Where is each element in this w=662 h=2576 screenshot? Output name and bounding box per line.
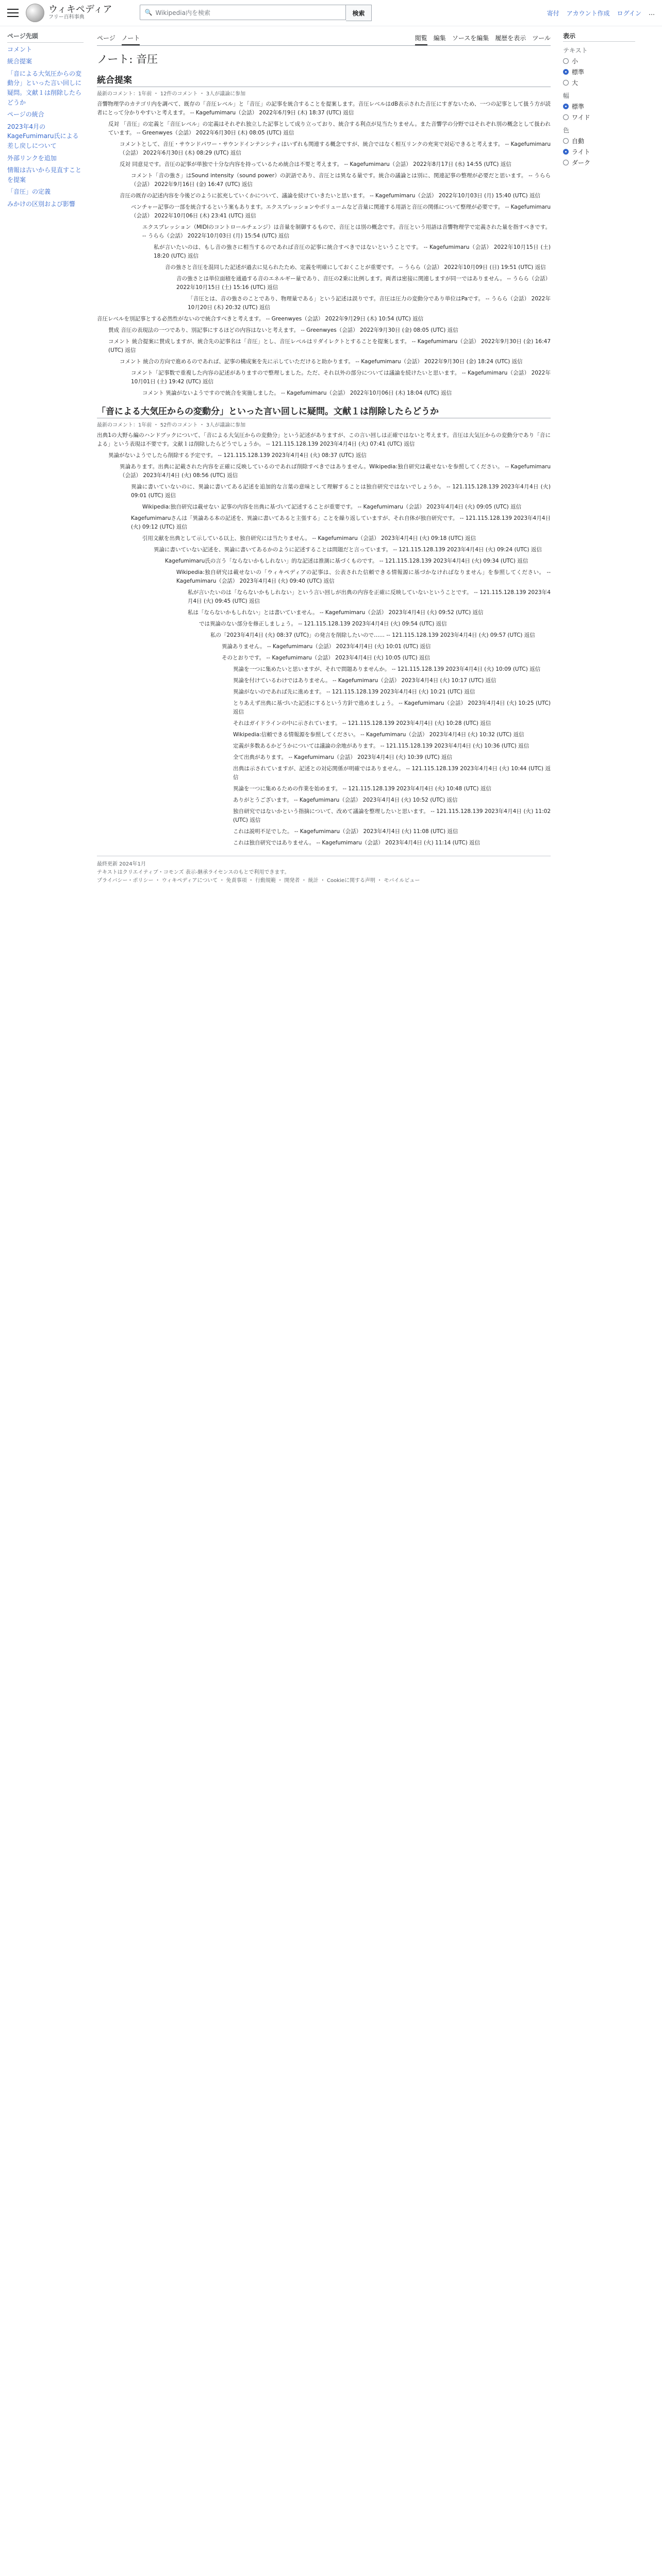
page-title: ノート: 音圧 [97, 53, 158, 65]
text-size-label: テキスト [563, 47, 588, 54]
discussion-comment: 異論を一つに集めるための作業を始めます。 -- 121.115.128.139 2023年4月4日 (火) 10:48 (UTC) 返信 [233, 786, 491, 792]
user-link-login[interactable]: ログイン [617, 9, 641, 17]
footer-line: プライバシー・ポリシー ・ ウィキペディアについて ・ 免責事項 ・ 行動規範 ・ 開発者 ・ 統計 ・ Cookieに関する声明 ・ モバイルビュー [97, 878, 420, 884]
discussion-comment: 私の「2023年4月4日 (火) 08:37 (UTC)」の発言を削除したいので…… -- 121.115.128.139 2023年4月4日 (火) 09:57 (UTC) 返信 [210, 632, 535, 638]
discussion-comment: Wikipedia:信頼できる情報源を参照してください。 -- Kagefumimaru（会話） 2023年4月4日 (火) 10:32 (UTC) 返信 [233, 732, 524, 738]
discussion-comment: 全て出典があります。 -- Kagefumimaru（会話） 2023年4月4日 (火) 10:39 (UTC) 返信 [233, 754, 453, 760]
discussion-comment: コメント 統合の方向で進めるのであれば、記事の構成案を先に示していただけると助かります。 -- Kagefumimaru（会話） 2022年9月30日 (金) 18:24 (UTC) 返信 [120, 359, 523, 365]
footer-line: 最終更新 2024年1月 [97, 861, 146, 867]
page-footer [97, 856, 551, 885]
discussion-comment: Wikipedia:独自研究は載せないの「ウィキペディアの記事は、公表された信頼できる情報源に基づかなければなりません」を参照してください。 -- Kagefumimaru（会話） 2023年4月4日 (火) 09:40 (UTC) 返信 [176, 569, 551, 584]
tab-edit-source[interactable]: ソースを編集 [452, 35, 489, 42]
discussion-comment: 反対 同意見です。音圧の記事が単独で十分な内容を持っているため統合は不要と考えます。 -- Kagefumimaru（会話） 2022年8月17日 (水) 14:55 (UTC) 返信 [120, 161, 511, 167]
discussion-comment: それはガイドラインの中に示されています。 -- 121.115.128.139 2023年4月4日 (火) 10:28 (UTC) 返信 [233, 720, 491, 726]
discussion-comment: コメント 統合提案に賛成しますが、統合先の記事名は「音圧」とし、音圧レベルはリダイレクトとすることを提案します。 -- Kagefumimaru（会話） 2022年9月30日 (金) 16:47 (UTC) 返信 [108, 338, 551, 353]
width-standard-option[interactable]: 標準 [563, 102, 635, 111]
search-form [140, 5, 371, 21]
tab-history[interactable]: 履歴を表示 [495, 35, 526, 42]
discussion-comment: コメント「音の強さ」はSound intensity（sound power）の訳語であり、音圧とは異なる量です。統合の議論とは別に、関連記事の整理が必要だと思います。 -- うらら（会話） 2022年9月16日 (金) 16:47 (UTC) 返信 [131, 173, 551, 188]
discussion-comment: 音響物理学のカテゴリ内を調べて、既存の「音圧レベル」と「音圧」の記事を統合することを提案します。音圧レベルはdB表示された音圧にすぎないため、一つの記事として扱う方が読者にとって分かりやすいと考えます。 -- Kagefumimaru（会話） 2022年6月9日 (木) 18:37 (UTC) 返信 [97, 101, 551, 116]
discussion-comment: 異論を一つに集めたいと思いますが、それで問題ありませんか。 -- 121.115.128.139 2023年4月4日 (火) 10:09 (UTC) 返信 [233, 666, 541, 672]
discussion-comment: Wikipedia:独自研究は載せない 記事の内容を出典に基づいて記述することが重要です。 -- Kagefumimaru（会話） 2023年4月4日 (火) 09:05 (UTC) 返信 [142, 504, 522, 510]
discussion-comment: 異論がないのであれば先に進めます。 -- 121.115.128.139 2023年4月4日 (火) 10:21 (UTC) 返信 [233, 689, 475, 695]
text-size-small-option[interactable]: 小 [563, 57, 635, 65]
search-button[interactable]: 検索 [346, 5, 371, 21]
logo-title: ウィキペディア [48, 4, 112, 15]
color-light-option[interactable]: ライト [563, 147, 635, 156]
toc-title: ページ先頭 [7, 31, 84, 43]
discussion-comment: 賛成 音圧の表現法の一つであり、別記事にするほどの内容はないと考えます。 -- Greenwyes（会話） 2022年9月30日 (金) 08:05 (UTC) 返信 [108, 327, 458, 333]
message-thread [97, 100, 551, 398]
color-label: 色 [563, 127, 570, 134]
footer-line: テキストはクリエイティブ・コモンズ 表示-継承ライセンスのもとで利用できます。 [97, 870, 290, 875]
section-meta: 最新のコメント：1年前 ・ 52件のコメント ・ 3人が議論に参加 [97, 422, 246, 428]
discussion-comment: 出典1の大野ら編のハンドブックについて、「音による大気圧からの変動分」という記述がありますが、この言い回しは正確ではないと考えます。音圧は大気圧からの変動分であり「音による」という表現は不要です。文献１は削除したらどうでしょうか。 -- 121.115.128.139 2023年4月4日 (火) 07:41 (UTC) 返信 [97, 432, 551, 447]
discussion-comment: 独自研究ではないかという指摘について、改めて議論を整理したいと思います。 -- 121.115.128.139 2023年4月4日 (火) 11:02 (UTC) 返信 [233, 808, 551, 823]
site-logo[interactable] [26, 4, 112, 22]
table-of-contents [0, 26, 88, 885]
discussion-comment: 異論あります。出典に記載された内容を正確に反映しているのであれば削除すべきではありません。Wikipedia:独自研究は載せないを参照してください。 -- Kagefumimaru（会話） 2023年4月4日 (火) 08:56 (UTC) 返信 [120, 464, 551, 479]
discussion-comment: 出典は示されていますが、記述との対応関係が明確ではありません。 -- 121.115.128.139 2023年4月4日 (火) 10:44 (UTC) 返信 [233, 766, 551, 781]
discussion-comment: 異論を付けているわけではありません。 -- Kagefumimaru（会話） 2023年4月4日 (火) 10:17 (UTC) 返信 [233, 677, 496, 684]
toc-item[interactable]: 「音による大気圧からの変動分」といった言い回しに疑問。文献１は削除したらどうか [7, 70, 82, 106]
logo-subtitle: フリー百科事典 [48, 14, 85, 21]
discussion-comment: Kagefumimaru氏の言う「ならないかもしれない」的な記述は推測に基づくものです。 -- 121.115.128.139 2023年4月4日 (火) 09:34 (UTC) 返信 [165, 558, 528, 564]
tab-tools[interactable]: ツール [532, 35, 551, 42]
main-menu-icon[interactable] [7, 9, 19, 17]
discussion-comment: 引用文献を出典として示している以上、独自研究には当たりません。 -- Kagefumimaru（会話） 2023年4月4日 (火) 09:18 (UTC) 返信 [142, 535, 476, 541]
discussion-comment: 「音圧とは、音の強さのことであり、物理量である」という記述は誤りです。音圧は圧力の変動分であり単位はPaです。 -- うらら（会話） 2022年10月20日 (木) 20:32 (UTC) 返信 [188, 296, 551, 311]
search-icon: 🔍 [144, 9, 153, 16]
text-size-large-option[interactable]: 大 [563, 78, 635, 87]
discussion-comment: 私は「ならないかもしれない」とは書いていません。 -- Kagefumimaru（会話） 2023年4月4日 (火) 09:52 (UTC) 返信 [188, 609, 484, 616]
search-input[interactable] [140, 5, 346, 20]
text-size-standard-option[interactable]: 標準 [563, 67, 635, 76]
discussion-comment: 音圧レベルを別記事とする必然性がないので統合すべきと考えます。 -- Greenwyes（会話） 2022年9月29日 (木) 10:54 (UTC) 返信 [97, 316, 424, 322]
appearance-title: 表示 [563, 31, 635, 42]
page-tabs [97, 26, 551, 46]
discussion-comment: エクスプレッション（MIDIのコントロールチェンジ）は音量を制御するもので、音圧とは別の概念です。音圧という用語は音響物理学で定義された量を指すべきです。 -- うらら（会話） 2022年10月03日 (月) 15:54 (UTC) 返信 [142, 224, 551, 239]
toc-item[interactable]: ページの統合 [7, 111, 44, 118]
wikipedia-globe-icon [26, 4, 44, 22]
discussion-comment: コメントとして、音圧・サウンドパワー・サウンドインテンシティはいずれも関連する概念ですが、統合ではなく相互リンクの充実で対応できると考えます。 -- Kagefumimaru（会話） 2022年6月30日 (木) 08:29 (UTC) 返信 [120, 141, 551, 156]
toc-item[interactable]: 統合提案 [7, 58, 32, 65]
discussion-comment: 定義が多数あるかどうかについては議論の余地があります。 -- 121.115.128.139 2023年4月4日 (火) 10:36 (UTC) 返信 [233, 743, 529, 749]
tab-page[interactable]: ページ [97, 35, 115, 42]
site-header [0, 0, 662, 26]
discussion-comment: 異論がないようでしたら削除する予定です。 -- 121.115.128.139 2023年4月4日 (火) 08:37 (UTC) 返信 [108, 452, 367, 459]
discussion-comment: ありがとうございます。 -- Kagefumimaru（会話） 2023年4月4日 (火) 10:52 (UTC) 返信 [233, 797, 458, 803]
width-wide-option[interactable]: ワイド [563, 113, 635, 122]
discussion-comment: では異論のない部分を修正しましょう。 -- 121.115.128.139 2023年4月4日 (火) 09:54 (UTC) 返信 [199, 621, 447, 627]
discussion-comment: とりあえず出典に基づいた記述にするという方針で進めましょう。 -- Kagefumimaru（会話） 2023年4月4日 (火) 10:25 (UTC) 返信 [233, 700, 551, 715]
section-heading: 統合提案 [97, 73, 551, 87]
toc-item[interactable]: 2023年4月のKageFumimaru氏による差し戻しについて [7, 123, 79, 149]
user-links [547, 9, 655, 18]
color-dark-option[interactable]: ダーク [563, 158, 635, 167]
discussion-comment: そのとおりです。 -- Kagefumimaru（会話） 2023年4月4日 (火) 10:05 (UTC) 返信 [222, 655, 431, 661]
discussion-comment: 音の強さと音圧を混同した記述が過去に見られたため、定義を明確にしておくことが重要です。 -- うらら（会話） 2022年10月09日 (日) 19:51 (UTC) 返信 [165, 264, 546, 270]
tab-read[interactable]: 閲覧 [415, 31, 427, 45]
discussion-comment: これは独自研究ではありません。 -- Kagefumimaru（会話） 2023年4月4日 (火) 11:14 (UTC) 返信 [233, 840, 481, 846]
discussion-comment: 反対 「音圧」の定義と「音圧レベル」の定義はそれぞれ独立した記事として成り立っており、統合する利点が見当たりません。また音響学の分野ではそれぞれ別の概念として扱われています。 -- Greenwyes（会話） 2022年6月30日 (木) 08:05 (UTC) 返信 [108, 121, 551, 136]
toc-item[interactable]: 情報は古いから見直すことを提案 [7, 166, 82, 183]
tab-edit[interactable]: 編集 [433, 35, 446, 42]
section-meta: 最新のコメント：1年前 ・ 12件のコメント ・ 3人が議論に参加 [97, 91, 246, 97]
discussion-comment: 異論に書いていない記述を、異論に書いてあるかのように記述することは問題だと言っています。 -- 121.115.128.139 2023年4月4日 (火) 09:24 (UTC) 返信 [154, 547, 542, 553]
section-heading: 「音による大気圧からの変動分」といった言い回しに疑問。文献１は削除したらどうか [97, 404, 551, 418]
toc-item[interactable]: 「音圧」の定義 [7, 188, 51, 196]
discussion-comment: 異論ありません。 -- Kagefumimaru（会話） 2023年4月4日 (火) 10:01 (UTC) 返信 [222, 643, 431, 650]
discussion-comment: コメント「記事数で重複した内容の記述がありますので整理しました。ただ、それ以外の部分については議論を続けたいと思います。 -- Kagefumimaru（会話） 2022年10月01日 (土) 19:42 (UTC) 返信 [131, 370, 551, 385]
toc-item[interactable]: コメント [7, 45, 32, 53]
discussion-comment: 異論に書いていないのに、異論に書いてある記述を追加的な言葉の意味として理解することは独自研究ではないでしょうか。 -- 121.115.128.139 2023年4月4日 (火) 09:01 (UTC) 返信 [131, 484, 551, 499]
main-content [88, 26, 558, 885]
discussion-comment: 音の強さとは単位面積を通過する音のエネルギー量であり、音圧の2乗に比例します。両者は密接に関連しますが同一ではありません。 -- うらら（会話） 2022年10月15日 (土) 15:16 (UTC) 返信 [176, 276, 551, 291]
more-options-icon[interactable]: … [649, 9, 655, 16]
discussion-comment: 音圧の既存の記述内容を今後どのように拡充していくかについて、議論を続けていきたいと思います。 -- Kagefumimaru（会話） 2022年10月03日 (月) 15:40 (UTC) 返信 [120, 193, 540, 199]
message-thread [97, 431, 551, 848]
color-auto-option[interactable]: 自動 [563, 137, 635, 145]
toc-item[interactable]: 外部リンクを追加 [7, 154, 57, 162]
user-link-donate[interactable]: 寄付 [547, 9, 559, 17]
appearance-panel [558, 26, 642, 885]
toc-item[interactable]: みかけの区別および影響 [7, 200, 76, 208]
discussion-comment: 私が言いたいのは、もし音の強さに相当するのであれば音圧の記事に統合すべきではないということです。 -- Kagefumimaru（会話） 2022年10月15日 (土) 18:20 (UTC) 返信 [154, 244, 551, 259]
discussion-comment: 私が言いたいのは「ならないかもしれない」という言い回しが出典の内容を正確に反映していないということです。 -- 121.115.128.139 2023年4月4日 (火) 09:45 (UTC) 返信 [188, 589, 551, 604]
width-label: 幅 [563, 92, 570, 99]
tab-talk[interactable]: ノート [122, 31, 140, 45]
discussion-comment: Kagefumimaruさんは「異論ある本の記述を、異論に書いてあると主張する」ことを繰り返していますが、それ自体が独自研究です。 -- 121.115.128.139 2023年4月4日 (火) 09:12 (UTC) 返信 [131, 515, 551, 530]
discussion-comment: これは説明不足でした。 -- Kagefumimaru（会話） 2023年4月4日 (火) 11:08 (UTC) 返信 [233, 828, 458, 835]
discussion-comment: コメント 異論がないようですので統合を実施しました。 -- Kagefumimaru（会話） 2022年10月06日 (木) 18:04 (UTC) 返信 [142, 390, 452, 396]
discussion-comment: ベンチャー記事の一部を統合するという案もあります。エクスプレッションやボリュームなど音量に関連する用語と音圧の関係について整理が必要です。 -- Kagefumimaru（会話） 2022年10月06日 (木) 23:41 (UTC) 返信 [131, 204, 551, 219]
user-link-create-account[interactable]: アカウント作成 [566, 9, 610, 17]
search-placeholder: Wikipedia内を検索 [155, 9, 210, 16]
